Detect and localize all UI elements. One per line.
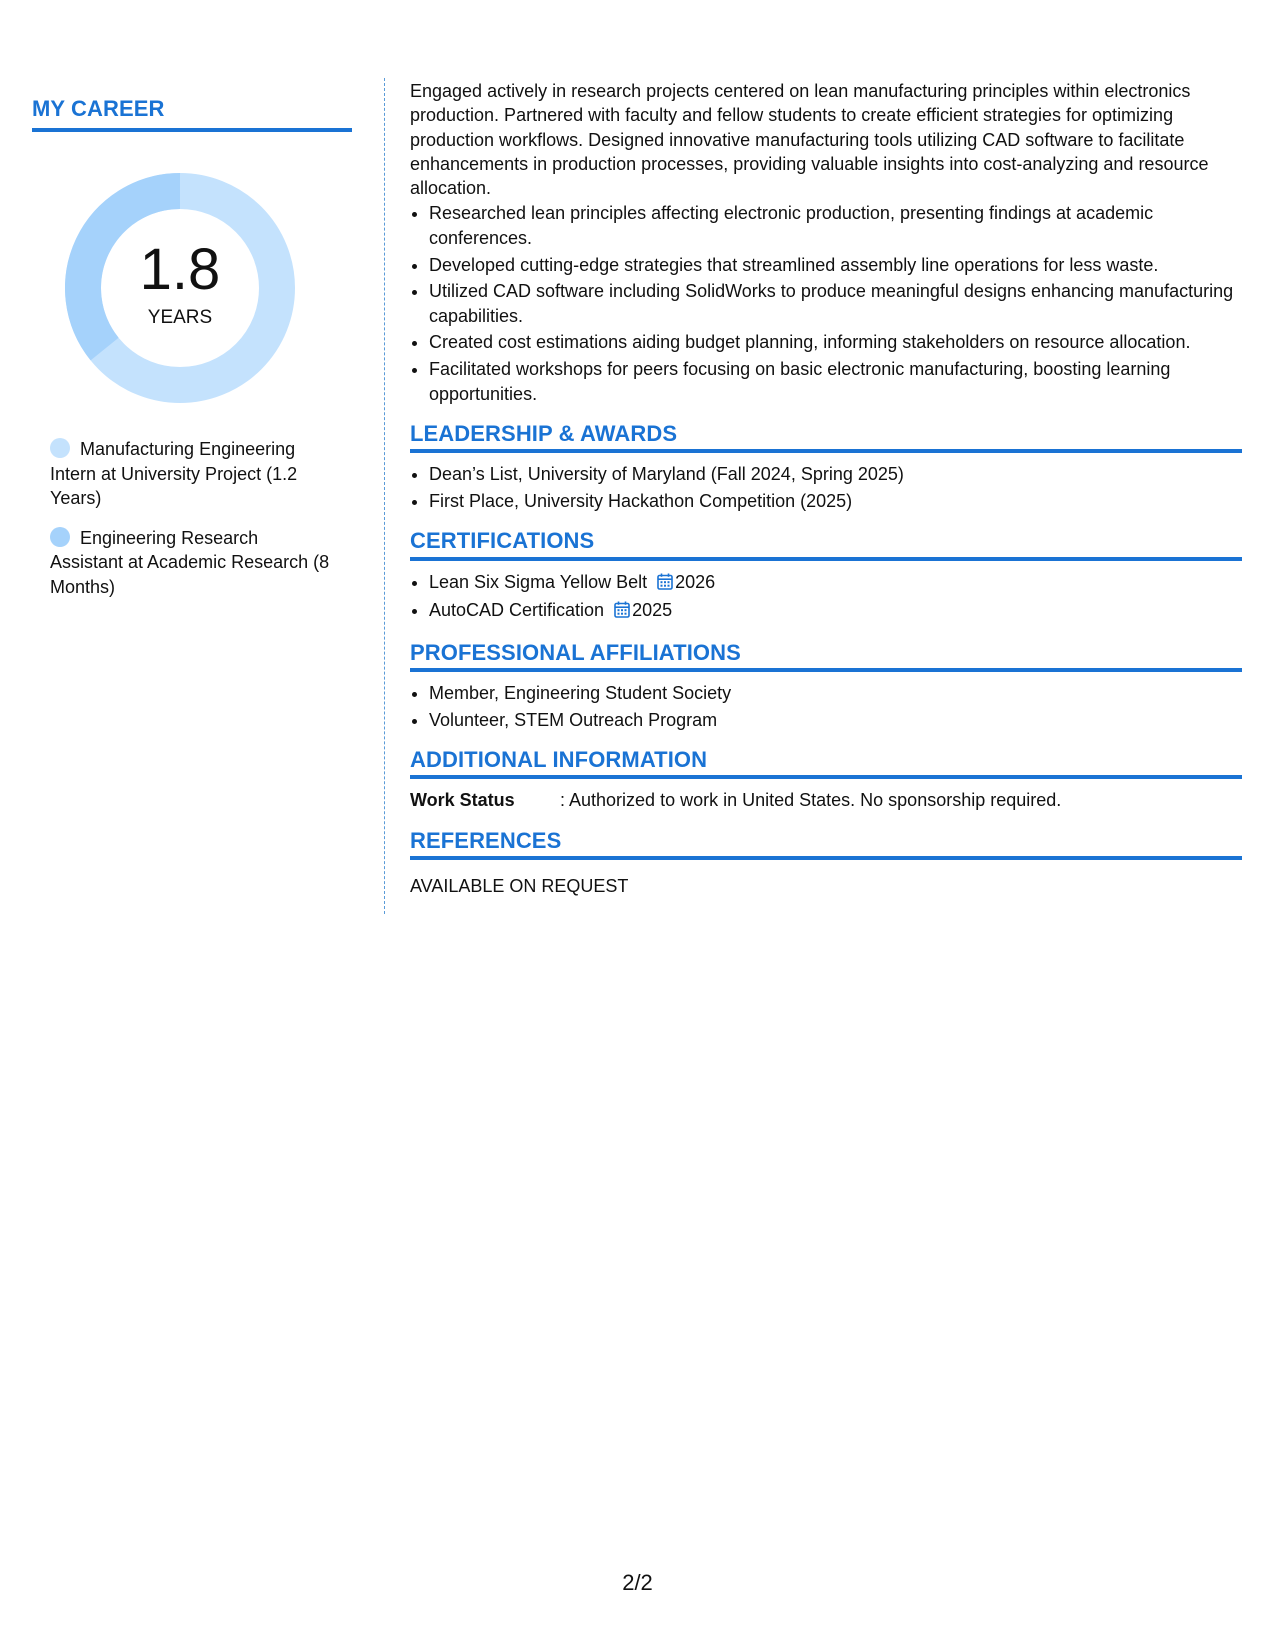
career-section-title: MY CAREER	[32, 96, 352, 132]
list-item: • Researched lean principles affecting electronic production, presenting findings at academic conferences.	[429, 201, 1242, 250]
career-sidebar	[32, 96, 352, 614]
list-item	[429, 598, 1242, 624]
certification-year: 2025	[632, 600, 673, 621]
column-divider	[384, 78, 385, 914]
certification-year: 2026	[675, 571, 716, 592]
legend-dot-icon	[50, 438, 70, 458]
references-title: REFERENCES	[410, 829, 1242, 860]
additional-info-title: ADDITIONAL INFORMATION	[410, 748, 1242, 779]
list-item: • Volunteer, STEM Outreach Program	[429, 708, 1242, 732]
list-item	[429, 570, 1242, 596]
list-item: • Member, Engineering Student Society	[429, 681, 1242, 705]
references-section	[410, 829, 1242, 899]
affiliations-list	[410, 681, 1242, 732]
list-item: • First Place, University Hackathon Competition (2025)	[429, 489, 1242, 513]
total-experience-unit: YEARS	[147, 307, 213, 328]
legend-label: Engineering Research Assistant at Academic Research (8 Months)	[50, 527, 330, 597]
experience-bullets	[410, 201, 1242, 405]
list-item: • Facilitated workshops for peers focusing on basic electronic manufacturing, boosting learning opportunities.	[429, 357, 1242, 406]
leadership-title: LEADERSHIP & AWARDS	[410, 422, 1242, 453]
certifications-title: CERTIFICATIONS	[410, 529, 1242, 560]
legend-item	[50, 526, 332, 600]
additional-info-section	[410, 748, 1242, 813]
certification-name: Lean Six Sigma Yellow Belt	[429, 571, 648, 592]
list-item: • Utilized CAD software including SolidWorks to produce meaningful designs enhancing manufacturing capabilities.	[429, 279, 1242, 328]
list-item: • Developed cutting-edge strategies that streamlined assembly line operations for less waste.	[429, 253, 1242, 277]
references-text: AVAILABLE ON REQUEST	[410, 875, 629, 896]
work-status-label: Work Status	[410, 790, 515, 811]
affiliations-section	[410, 641, 1242, 732]
list-item: • Dean’s List, University of Maryland (Fall 2024, Spring 2025)	[429, 462, 1242, 486]
legend-item	[50, 437, 332, 511]
affiliations-title: PROFESSIONAL AFFILIATIONS	[410, 641, 1242, 672]
main-content	[410, 79, 1242, 898]
certifications-section	[410, 529, 1242, 624]
certification-name: AutoCAD Certification	[429, 600, 605, 621]
legend-dot-icon	[50, 527, 70, 547]
legend-label: Manufacturing Engineering Intern at University Project (1.2 Years)	[50, 439, 298, 508]
calendar-icon	[614, 600, 630, 624]
work-status-value: : Authorized to work in United States. No sponsorship required.	[560, 790, 1062, 811]
career-donut-chart	[65, 173, 295, 403]
calendar-icon	[657, 572, 673, 596]
leadership-section	[410, 422, 1242, 513]
list-item: • Created cost estimations aiding budget planning, informing stakeholders on resource allocation.	[429, 330, 1242, 354]
work-status-row	[410, 788, 1242, 812]
certifications-list	[410, 570, 1242, 625]
career-legend	[50, 437, 332, 599]
leadership-list	[410, 462, 1242, 513]
experience-summary: Engaged actively in research projects centered on lean manufacturing principles within electronics production. Partnered with faculty and fellow students to create efficient strategies for optimizing production workflows. Designed innovative manufacturing tools utilizing CAD software to facilitate enhancements in production processes, providing valuable insights into cost-analyzing and resource allocation.	[410, 81, 1209, 199]
total-experience-value: 1.8	[139, 237, 221, 302]
page-number: 2/2	[622, 1570, 653, 1595]
